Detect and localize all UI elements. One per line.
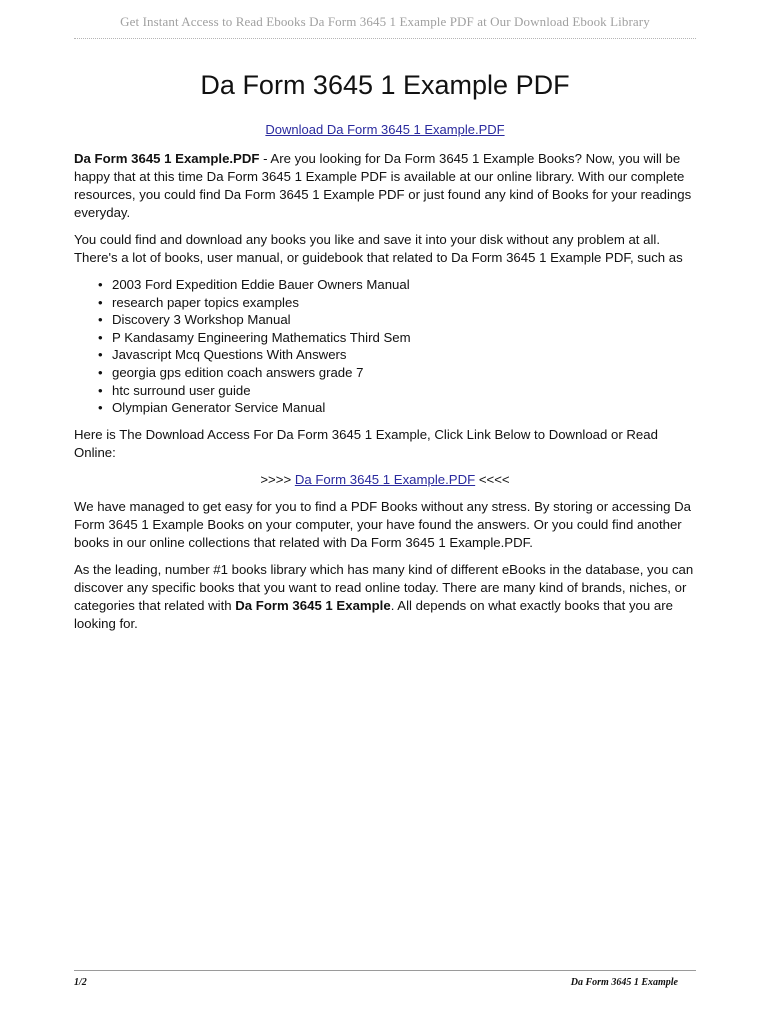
page-header: Get Instant Access to Read Ebooks Da Form 3645 1 Example PDF at Our Download Ebook Library xyxy=(120,14,650,29)
download-line-suffix: <<<< xyxy=(475,471,510,487)
list-item: • 2003 Ford Expedition Eddie Bauer Owners Manual xyxy=(112,276,696,294)
intro-paragraph xyxy=(74,150,696,222)
leading-text-bold: Da Form 3645 1 Example xyxy=(235,597,391,613)
footer-doc-title: Da Form 3645 1 Example xyxy=(570,977,678,988)
leading-text-before: As the leading, number #1 books library which has many kind of different eBooks in the database, you can discover any specific books that you want to read online today. There are many kind of brands, niches, or categories that related with xyxy=(74,561,694,613)
leading-text-after: . All depends on what exactly books that you are looking for. xyxy=(74,597,673,631)
related-intro-paragraph: You could find and download any books you like and save it into your disk without any problem at all. There's a lot of books, user manual, or guidebook that related to Da Form 3645 1 Example PDF, such as xyxy=(74,232,683,265)
list-item: • Olympian Generator Service Manual xyxy=(112,399,696,417)
list-item: • P Kandasamy Engineering Mathematics Third Sem xyxy=(112,329,696,347)
page-title: Da Form 3645 1 Example PDF xyxy=(200,70,570,100)
download-line xyxy=(74,471,696,489)
download-link-container xyxy=(74,122,696,137)
managed-paragraph: We have managed to get easy for you to find a PDF Books without any stress. By storing or accessing Da Form 3645 1 Example Books on your computer, your have found the answers. Or you could find another books in our online collections that related with Da Form 3645 1 Example.PDF. xyxy=(74,498,691,550)
list-item: • georgia gps edition coach answers grade 7 xyxy=(112,364,696,382)
document-body xyxy=(74,150,696,642)
list-item: • Javascript Mcq Questions With Answers xyxy=(112,346,696,364)
footer-divider xyxy=(74,970,696,971)
download-link-top[interactable]: Download Da Form 3645 1 Example.PDF xyxy=(265,122,505,137)
header-divider xyxy=(74,38,696,39)
related-books-list xyxy=(74,276,696,417)
list-item: • Discovery 3 Workshop Manual xyxy=(112,311,696,329)
download-link-main[interactable]: Da Form 3645 1 Example.PDF xyxy=(294,471,476,487)
list-item: • htc surround user guide xyxy=(112,382,696,400)
download-access-paragraph: Here is The Download Access For Da Form 3645 1 Example, Click Link Below to Download or Read Online: xyxy=(74,426,658,460)
list-item: • research paper topics examples xyxy=(112,294,696,312)
intro-text: - Are you looking for Da Form 3645 1 Example Books? Now, you will be happy that at this time Da Form 3645 1 Example PDF is available at our online library. With our complete resources, you could find Da Form 3645 1 Example PDF or just found any kind of Books for your readings everyday. xyxy=(74,151,692,220)
leading-library-paragraph xyxy=(74,561,696,633)
page-number: 1/2 xyxy=(74,977,87,988)
intro-bold-lead: Da Form 3645 1 Example.PDF xyxy=(74,151,260,166)
download-line-prefix: >>>> xyxy=(260,471,295,487)
